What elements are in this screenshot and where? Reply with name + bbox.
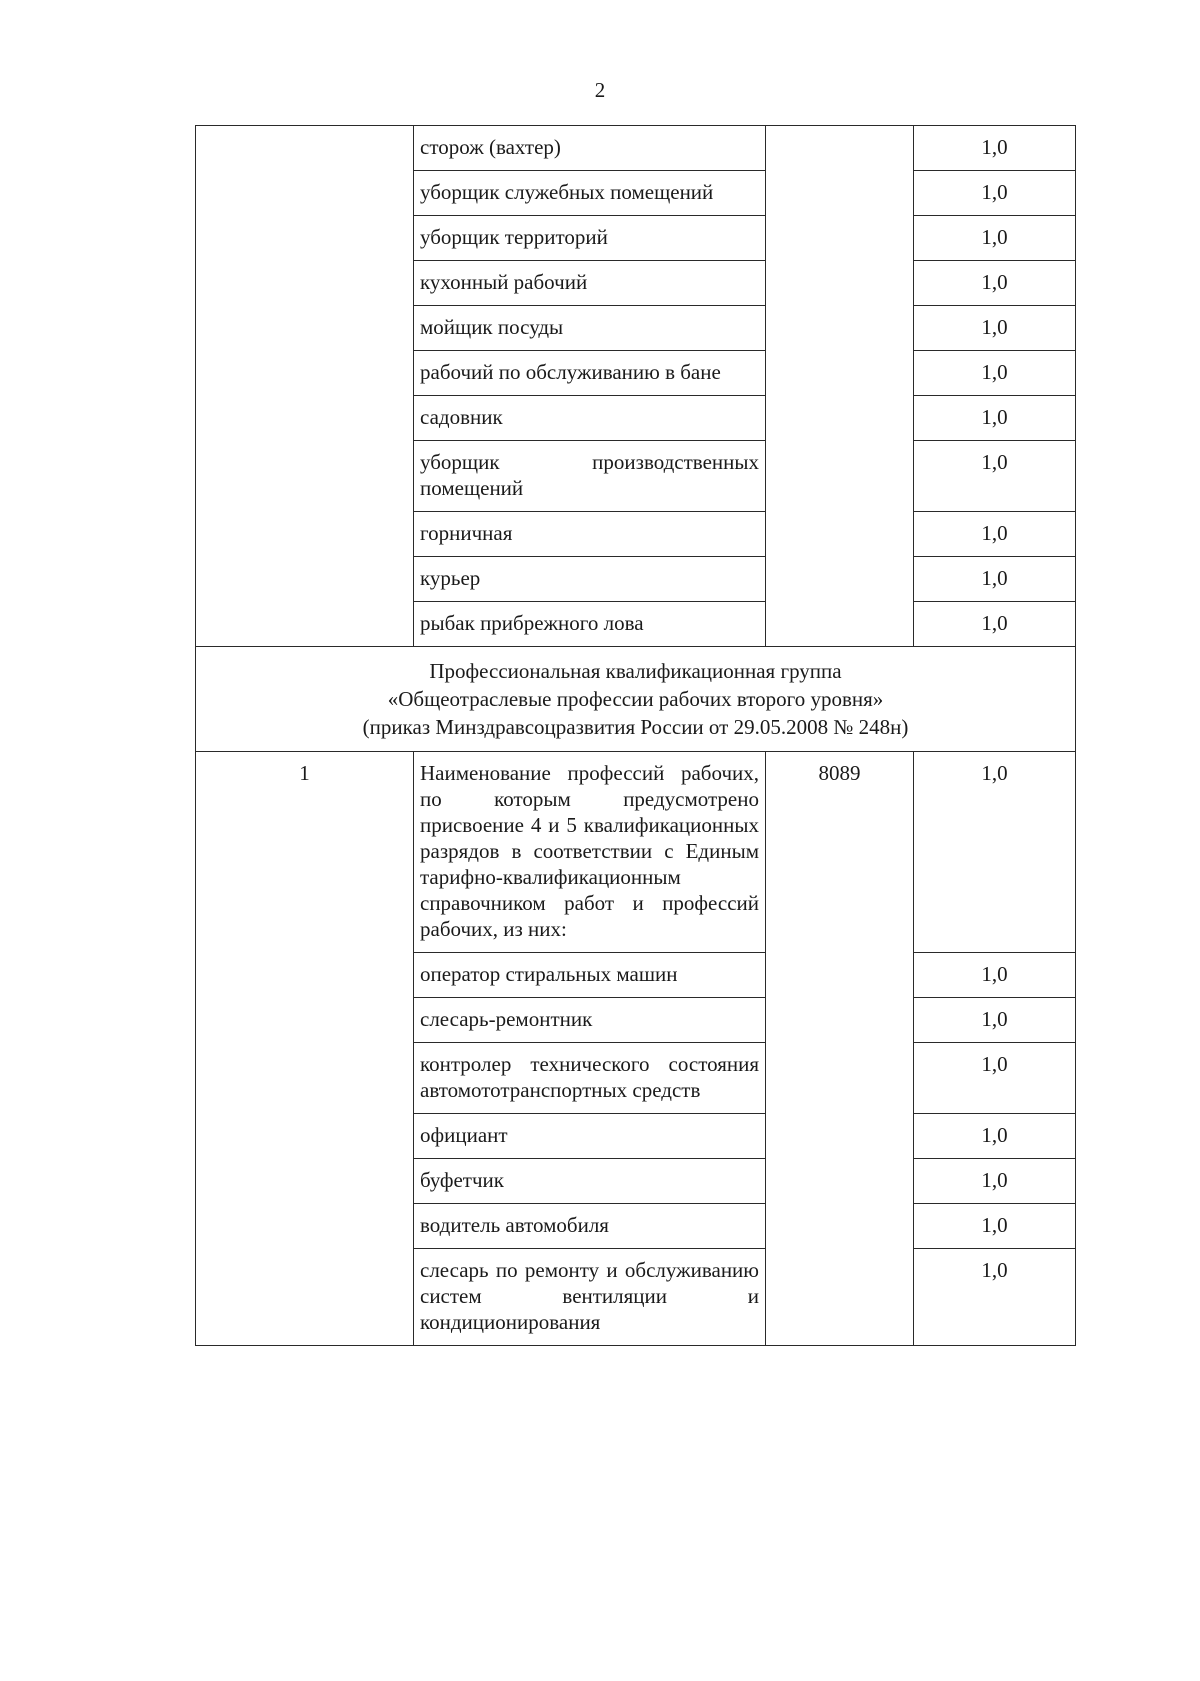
coefficient-value: 1,0: [914, 351, 1076, 396]
profession-name: Наименование профессий рабочих, по которым предусмотрено присвоение 4 и 5 квалификационных разрядов в соответствии с Единым тарифно-квалификационным справочником работ и профессий рабочих, из них:: [414, 752, 766, 953]
coefficient-value: 1,0: [914, 261, 1076, 306]
coefficient-value: 1,0: [914, 306, 1076, 351]
coefficient-value: 1,0: [914, 1249, 1076, 1346]
profession-name: рабочий по обслуживанию в бане: [414, 351, 766, 396]
profession-name: сторож (вахтер): [414, 126, 766, 171]
coefficient-value: 1,0: [914, 441, 1076, 512]
coefficient-value: 1,0: [914, 1204, 1076, 1249]
profession-name: уборщик служебных помещений: [414, 171, 766, 216]
coefficient-value: 1,0: [914, 1043, 1076, 1114]
coefficient-value: 1,0: [914, 216, 1076, 261]
coefficient-value: 1,0: [914, 557, 1076, 602]
group-header-line: «Общеотраслевые профессии рабочих второго уровня»: [387, 687, 884, 711]
page-number: 2: [594, 78, 606, 102]
qualification-table: [195, 125, 1076, 1346]
coefficient-value: 1,0: [914, 512, 1076, 557]
profession-name: контролер технического состояния автомототранспортных средств: [414, 1043, 766, 1114]
profession-name: буфетчик: [414, 1159, 766, 1204]
profession-name: горничная: [414, 512, 766, 557]
profession-name: водитель автомобиля: [414, 1204, 766, 1249]
profession-name: оператор стиральных машин: [414, 953, 766, 998]
group-header: [196, 647, 1076, 752]
group-header-row: [196, 647, 1076, 752]
profession-name: уборщик производственных помещений: [414, 441, 766, 512]
coefficient-value: 1,0: [914, 1159, 1076, 1204]
coefficient-value: 1,0: [914, 752, 1076, 953]
table-row: [196, 126, 1076, 171]
profession-code: 8089: [766, 752, 914, 1346]
profession-name: слесарь-ремонтник: [414, 998, 766, 1043]
group-number-cell: [196, 126, 414, 647]
group-header-line: Профессиональная квалификационная группа: [429, 659, 842, 683]
coefficient-value: 1,0: [914, 602, 1076, 647]
profession-name: слесарь по ремонту и обслуживанию систем вентиляции и кондиционирования: [414, 1249, 766, 1346]
profession-name: садовник: [414, 396, 766, 441]
profession-name: официант: [414, 1114, 766, 1159]
coefficient-value: 1,0: [914, 126, 1076, 171]
table-row: [196, 752, 1076, 953]
qualification-level-number: 1: [196, 752, 414, 1346]
coefficient-value: 1,0: [914, 1114, 1076, 1159]
coefficient-value: 1,0: [914, 171, 1076, 216]
profession-name: кухонный рабочий: [414, 261, 766, 306]
profession-name: уборщик территорий: [414, 216, 766, 261]
coefficient-value: 1,0: [914, 998, 1076, 1043]
coefficient-value: 1,0: [914, 953, 1076, 998]
profession-name: курьер: [414, 557, 766, 602]
code-cell: [766, 126, 914, 647]
coefficient-value: 1,0: [914, 396, 1076, 441]
profession-name: мойщик посуды: [414, 306, 766, 351]
group-header-line: (приказ Минздравсоцразвития России от 29.05.2008 № 248н): [362, 715, 909, 739]
profession-name: рыбак прибрежного лова: [414, 602, 766, 647]
